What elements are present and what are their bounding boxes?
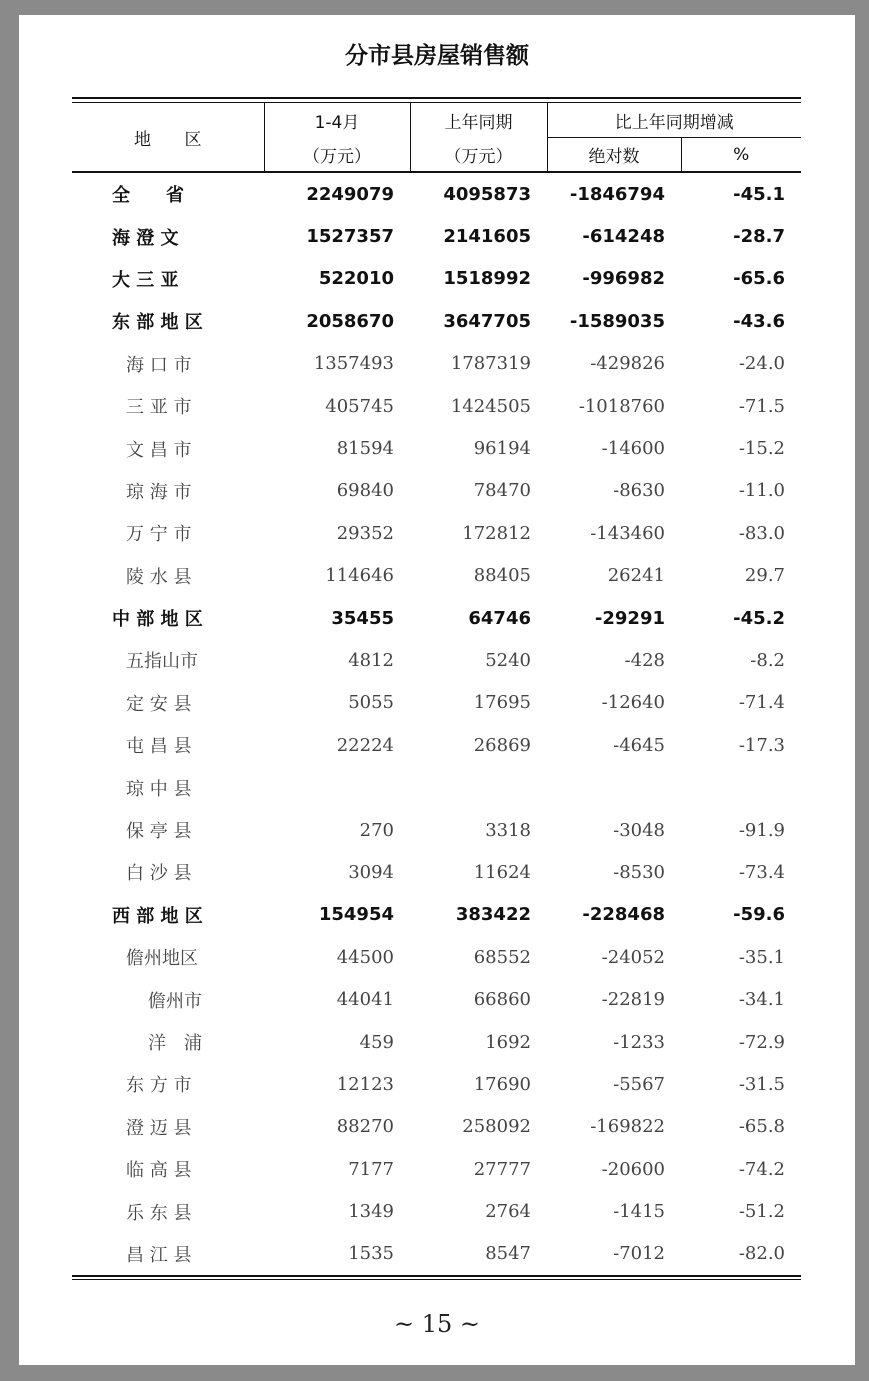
value-pct-change: -8.2 [750,649,785,671]
value-prior-year: 66860 [473,989,531,1011]
region-name: 定 安 县 [126,693,192,715]
value-pct-change: -51.2 [738,1201,785,1223]
region-name: 大 三 亚 [112,269,179,291]
value-pct-change: -45.2 [733,607,785,629]
header-col2-unit: （万元） [410,138,547,173]
value-prior-year: 26869 [473,734,531,756]
value-jan-apr: 1349 [348,1201,394,1223]
value-prior-year: 88405 [473,565,531,587]
sales-table [72,103,801,1275]
value-pct-change: -91.9 [738,819,785,841]
value-jan-apr: 2058670 [306,310,394,332]
value-prior-year: 96194 [473,438,531,460]
value-jan-apr: 81594 [336,438,394,460]
value-prior-year: 68552 [473,946,531,968]
value-abs-change: -14600 [601,438,665,460]
value-pct-change: -65.6 [733,268,785,290]
value-abs-change: -614248 [582,226,665,248]
sales-table-wrapper [72,97,801,1280]
value-abs-change: -22819 [601,989,665,1011]
value-pct-change: -74.2 [738,1158,785,1180]
value-jan-apr: 3094 [348,861,394,883]
table-row [72,555,801,597]
header-pct: % [681,138,801,173]
value-prior-year: 17695 [473,692,531,714]
region-name: 昌 江 县 [126,1244,192,1266]
table-row [72,1190,801,1232]
value-prior-year: 3647705 [443,310,531,332]
value-abs-change: -24052 [601,946,665,968]
table-row [72,978,801,1020]
table-row [72,1063,801,1105]
value-abs-change [547,766,681,808]
region-name: 临 高 县 [126,1160,192,1182]
region-name: 万 宁 市 [126,524,192,546]
value-pct-change: -65.8 [738,1116,785,1138]
page-number: ~ 15 ~ [393,1310,480,1338]
value-pct-change: -73.4 [738,861,785,883]
value-pct-change [681,766,801,808]
value-abs-change: -429826 [590,353,665,375]
table-row [72,172,801,215]
value-jan-apr: 459 [359,1031,394,1053]
value-prior-year: 1692 [485,1031,531,1053]
region-name: 文 昌 市 [126,439,192,461]
value-prior-year: 78470 [473,480,531,502]
region-name: 三 亚 市 [126,397,192,419]
value-jan-apr [264,766,410,808]
value-prior-year: 17690 [473,1073,531,1095]
table-row [72,724,801,766]
region-name: 海 澄 文 [112,227,179,249]
region-name: 保 亭 县 [126,821,192,843]
value-abs-change: -29291 [594,607,665,629]
value-prior-year: 8547 [485,1243,531,1265]
page-title: 分市县房屋销售额 [345,43,529,69]
value-pct-change: -17.3 [738,734,785,756]
value-abs-change: -1846794 [569,183,665,205]
value-abs-change: -8530 [613,861,665,883]
value-prior-year: 172812 [462,522,531,544]
value-jan-apr: 7177 [348,1158,394,1180]
value-pct-change: -31.5 [738,1073,785,1095]
table-header [72,103,801,172]
region-name: 儋州市 [148,990,202,1012]
table-body [72,172,801,1275]
region-name: 东 方 市 [126,1075,192,1097]
value-abs-change: -169822 [590,1116,665,1138]
document-page [19,15,855,1365]
value-jan-apr: 35455 [331,607,394,629]
region-name: 东 部 地 区 [112,312,203,334]
region-name: 中 部 地 区 [112,609,203,631]
value-jan-apr: 12123 [336,1073,394,1095]
value-pct-change: -82.0 [738,1243,785,1265]
region-name: 儋州地区 [126,948,198,970]
value-pct-change: -28.7 [733,226,785,248]
table-row [72,1233,801,1275]
value-abs-change: -428 [624,649,665,671]
table-row [72,427,801,469]
header-col1-unit: （万元） [264,138,410,173]
value-prior-year: 27777 [473,1158,531,1180]
value-abs-change: -1233 [613,1031,665,1053]
value-jan-apr: 29352 [336,522,394,544]
region-name: 琼 中 县 [126,778,192,800]
value-prior-year: 383422 [455,904,531,926]
value-jan-apr: 44041 [336,989,394,1011]
value-pct-change: -71.5 [738,395,785,417]
region-name: 乐 东 县 [126,1202,192,1224]
value-pct-change: -72.9 [738,1031,785,1053]
value-prior-year: 1518992 [443,268,531,290]
table-row [72,639,801,681]
value-prior-year: 3318 [485,819,531,841]
value-jan-apr: 44500 [336,946,394,968]
value-jan-apr: 270 [359,819,394,841]
region-name: 全 省 [112,185,184,207]
value-pct-change: -11.0 [738,480,785,502]
header-region: 地 区 [72,103,264,172]
value-jan-apr: 1357493 [313,353,394,375]
value-abs-change: -4645 [613,734,665,756]
value-jan-apr: 405745 [325,395,394,417]
value-pct-change: -83.0 [738,522,785,544]
table-row [72,766,801,808]
value-abs-change: -143460 [590,522,665,544]
table-row [72,215,801,257]
value-abs-change: -12640 [601,692,665,714]
value-jan-apr: 22224 [336,734,394,756]
region-name: 海 口 市 [126,354,192,376]
value-prior-year: 5240 [485,649,531,671]
table-row [72,300,801,342]
value-pct-change: -34.1 [738,989,785,1011]
value-prior-year [410,766,547,808]
header-change-group: 比上年同期增减 [547,103,801,138]
header-abs: 绝对数 [547,138,681,173]
value-prior-year: 258092 [462,1116,531,1138]
table-row [72,851,801,893]
value-prior-year: 1787319 [450,353,531,375]
value-prior-year: 11624 [473,861,531,883]
value-prior-year: 2141605 [443,226,531,248]
value-pct-change: -15.2 [738,438,785,460]
value-abs-change: -996982 [582,268,665,290]
header-col2-top: 上年同期 [410,103,547,138]
region-name: 洋 浦 [148,1033,202,1054]
table-row [72,385,801,427]
value-jan-apr: 88270 [336,1116,394,1138]
value-pct-change: -59.6 [733,904,785,926]
value-jan-apr: 2249079 [306,183,394,205]
header-col1-top: 1-4月 [264,103,410,138]
region-name: 白 沙 县 [126,863,192,885]
table-row [72,1148,801,1190]
value-abs-change: -1415 [613,1201,665,1223]
table-row [72,512,801,554]
value-jan-apr: 114646 [325,565,394,587]
region-name: 屯 昌 县 [126,736,192,758]
region-name: 五指山市 [126,651,198,673]
table-row [72,809,801,851]
value-pct-change: -43.6 [733,310,785,332]
value-pct-change: -71.4 [738,692,785,714]
region-name: 陵 水 县 [126,566,192,588]
value-abs-change: -20600 [601,1158,665,1180]
value-abs-change: -5567 [613,1073,665,1095]
value-abs-change: -8630 [613,480,665,502]
value-jan-apr: 1535 [348,1243,394,1265]
value-pct-change: -35.1 [738,946,785,968]
value-abs-change: -1018760 [578,395,665,417]
region-name: 西 部 地 区 [112,905,203,927]
value-jan-apr: 522010 [318,268,394,290]
value-pct-change: -24.0 [738,353,785,375]
value-jan-apr: 154954 [318,904,394,926]
value-abs-change: -3048 [613,819,665,841]
value-jan-apr: 1527357 [306,226,394,248]
value-abs-change: -7012 [613,1243,665,1265]
value-abs-change: 26241 [607,565,665,587]
table-row [72,597,801,639]
value-jan-apr: 69840 [336,480,394,502]
table-row [72,1021,801,1063]
table-row [72,343,801,385]
table-row [72,894,801,936]
table-row [72,936,801,978]
value-jan-apr: 5055 [348,692,394,714]
value-prior-year: 64746 [468,607,531,629]
value-abs-change: -1589035 [569,310,665,332]
value-prior-year: 1424505 [450,395,531,417]
value-prior-year: 2764 [485,1201,531,1223]
table-row [72,1106,801,1148]
table-row [72,470,801,512]
table-row [72,682,801,724]
value-abs-change: -228468 [582,904,665,926]
region-name: 澄 迈 县 [126,1117,192,1139]
value-pct-change: 29.7 [744,565,785,587]
value-jan-apr: 4812 [348,649,394,671]
value-pct-change: -45.1 [733,183,785,205]
table-bottom-rule [72,1275,801,1280]
region-name: 琼 海 市 [126,481,192,503]
value-prior-year: 4095873 [443,183,531,205]
table-row [72,258,801,300]
